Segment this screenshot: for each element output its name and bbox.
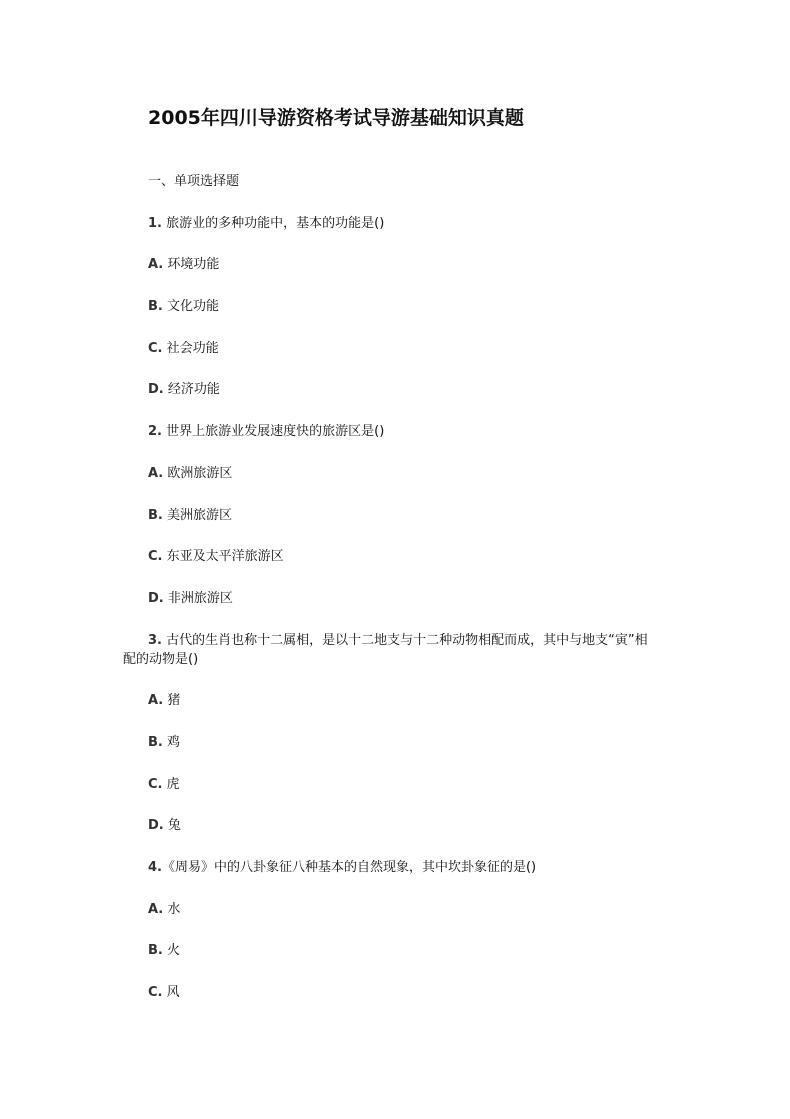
option-text: 美洲旅游区 bbox=[162, 507, 232, 523]
question-3 bbox=[123, 631, 658, 669]
option-text: 环境功能 bbox=[163, 257, 220, 273]
answer-option bbox=[148, 547, 658, 566]
option-label: B. bbox=[148, 943, 163, 959]
question-1 bbox=[148, 214, 658, 233]
question-text: 古代的生肖也称十二属相，是以十二地支与十二种动物相配而成，其中与地支“寅”相配的动物是() bbox=[123, 632, 648, 667]
question-number: 4. bbox=[148, 860, 162, 875]
option-text: 文化功能 bbox=[162, 299, 219, 315]
question-list bbox=[123, 214, 658, 1002]
option-text: 鸡 bbox=[162, 734, 180, 750]
question-text: 旅游业的多种功能中，基本的功能是() bbox=[161, 215, 385, 231]
option-label: C. bbox=[148, 549, 163, 565]
question-text: 世界上旅游业发展速度快的旅游区是() bbox=[161, 424, 385, 440]
option-label: D. bbox=[148, 818, 164, 834]
question-number: 3. bbox=[148, 632, 162, 648]
option-text: 火 bbox=[162, 943, 180, 959]
answer-option bbox=[148, 464, 658, 483]
option-text: 兔 bbox=[163, 818, 181, 834]
answer-option bbox=[148, 297, 658, 316]
option-label: A. bbox=[148, 901, 164, 917]
section-heading: 一、单项选择题 bbox=[148, 174, 240, 189]
answer-option bbox=[148, 589, 658, 608]
option-label: D. bbox=[148, 590, 164, 606]
question-4 bbox=[148, 858, 658, 877]
option-text: 欧洲旅游区 bbox=[163, 465, 233, 481]
document-title: 2005年四川导游资格考试导游基础知识真题 bbox=[148, 107, 524, 129]
answer-option bbox=[148, 380, 658, 399]
option-text: 猪 bbox=[163, 693, 181, 709]
option-text: 虎 bbox=[162, 776, 180, 792]
option-label: C. bbox=[148, 985, 163, 1001]
answer-option bbox=[148, 733, 658, 752]
option-label: A. bbox=[148, 257, 164, 273]
option-text: 经济功能 bbox=[163, 382, 220, 398]
answer-option bbox=[148, 983, 658, 1002]
question-text: 《周易》中的八卦象征八种基本的自然现象，其中坎卦象征的是() bbox=[161, 860, 537, 875]
question-number: 1. bbox=[148, 215, 162, 231]
option-label: C. bbox=[148, 776, 163, 792]
option-label: B. bbox=[148, 299, 163, 315]
option-text: 东亚及太平洋旅游区 bbox=[162, 549, 284, 565]
answer-option bbox=[148, 900, 658, 919]
option-label: A. bbox=[148, 693, 164, 709]
option-label: B. bbox=[148, 734, 163, 750]
option-text: 风 bbox=[162, 985, 180, 1001]
option-text: 非洲旅游区 bbox=[163, 590, 233, 606]
question-2 bbox=[148, 422, 658, 441]
answer-option bbox=[148, 339, 658, 358]
answer-option bbox=[148, 816, 658, 835]
option-label: C. bbox=[148, 340, 163, 356]
document-page bbox=[123, 104, 658, 1025]
option-label: D. bbox=[148, 382, 164, 398]
answer-option bbox=[148, 255, 658, 274]
option-text: 水 bbox=[163, 901, 181, 917]
answer-option bbox=[148, 775, 658, 794]
answer-option bbox=[148, 691, 658, 710]
question-number: 2. bbox=[148, 424, 162, 440]
answer-option bbox=[148, 941, 658, 960]
option-text: 社会功能 bbox=[162, 340, 219, 356]
option-label: B. bbox=[148, 507, 163, 523]
option-label: A. bbox=[148, 465, 164, 481]
answer-option bbox=[148, 506, 658, 525]
